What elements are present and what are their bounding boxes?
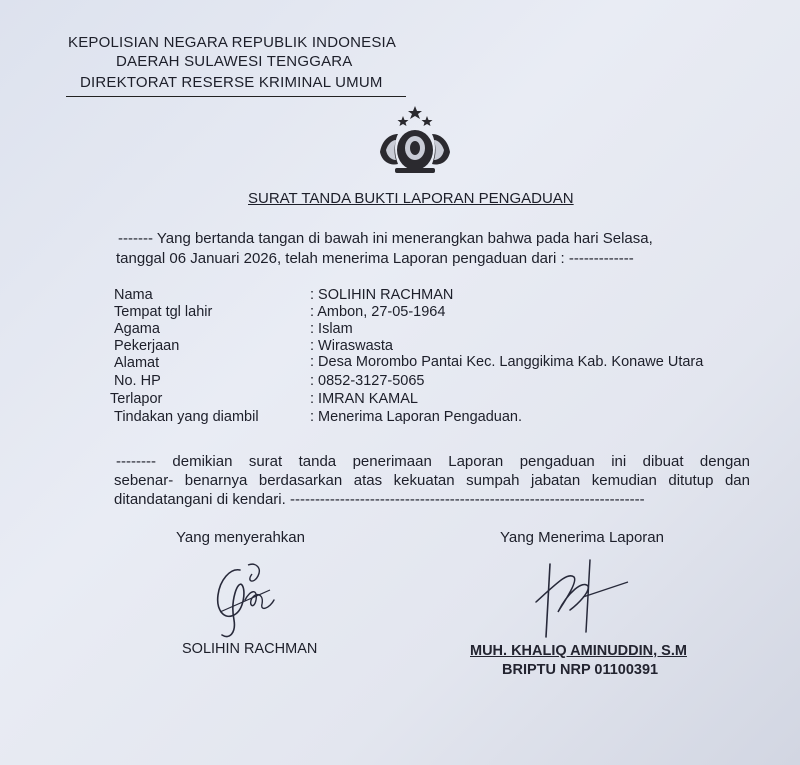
detail-label: Tindakan yang diambil [114, 409, 259, 425]
header-line-3: DIREKTORAT RESERSE KRIMINAL UMUM [80, 74, 383, 91]
detail-value: : Islam [310, 321, 353, 337]
left-signature-heading: Yang menyerahkan [176, 529, 305, 546]
intro-line-2: tanggal 06 Januari 2026, telah menerima Laporan pengaduan dari : ------------- [116, 250, 634, 267]
right-signature-mark [528, 552, 638, 642]
header-line-1: KEPOLISIAN NEGARA REPUBLIK INDONESIA [68, 34, 397, 51]
detail-value: : Menerima Laporan Pengaduan. [310, 409, 523, 425]
right-signature-heading: Yang Menerima Laporan [500, 529, 664, 546]
detail-label: No. HP [114, 373, 161, 389]
closing-line-1: -------- demikian surat tanda penerimaan Laporan pengaduan ini dibuat dengan [116, 453, 750, 470]
left-signer-name: SOLIHIN RACHMAN [182, 641, 318, 657]
closing-line-3: ditandatangani di kendari. ----------------------------------------------------------------------- [114, 491, 645, 508]
detail-value: : Ambon, 27-05-1964 [310, 304, 446, 320]
detail-label: Nama [114, 287, 153, 303]
police-emblem-icon [370, 104, 460, 176]
left-signature-mark [200, 560, 290, 645]
detail-value: : SOLIHIN RACHMAN [310, 287, 454, 303]
detail-label: Agama [114, 321, 160, 337]
closing-line-2: sebenar- benarnya berdasarkan atas kekuatan sumpah jabatan kemudian ditutup dan [114, 472, 750, 489]
right-signer-name: MUH. KHALIQ AMINUDDIN, S.M [470, 643, 687, 659]
detail-value: : Wiraswasta [310, 338, 393, 354]
detail-label: Tempat tgl lahir [114, 304, 213, 320]
document-title: SURAT TANDA BUKTI LAPORAN PENGADUAN [248, 190, 574, 207]
detail-label: Alamat [114, 355, 160, 371]
detail-label: Terlapor [110, 391, 163, 407]
detail-value: : 0852-3127-5065 [310, 373, 425, 389]
detail-label: Pekerjaan [114, 338, 180, 354]
detail-value: : IMRAN KAMAL [310, 391, 418, 407]
header-underline [66, 96, 406, 97]
right-signer-rank: BRIPTU NRP 01100391 [502, 662, 659, 678]
header-line-2: DAERAH SULAWESI TENGGARA [116, 53, 353, 70]
intro-line-1: ------- Yang bertanda tangan di bawah ini menerangkan bahwa pada hari Selasa, [118, 230, 653, 247]
detail-value: : Desa Morombo Pantai Kec. Langgikima Kab. Konawe Utara [310, 354, 704, 370]
